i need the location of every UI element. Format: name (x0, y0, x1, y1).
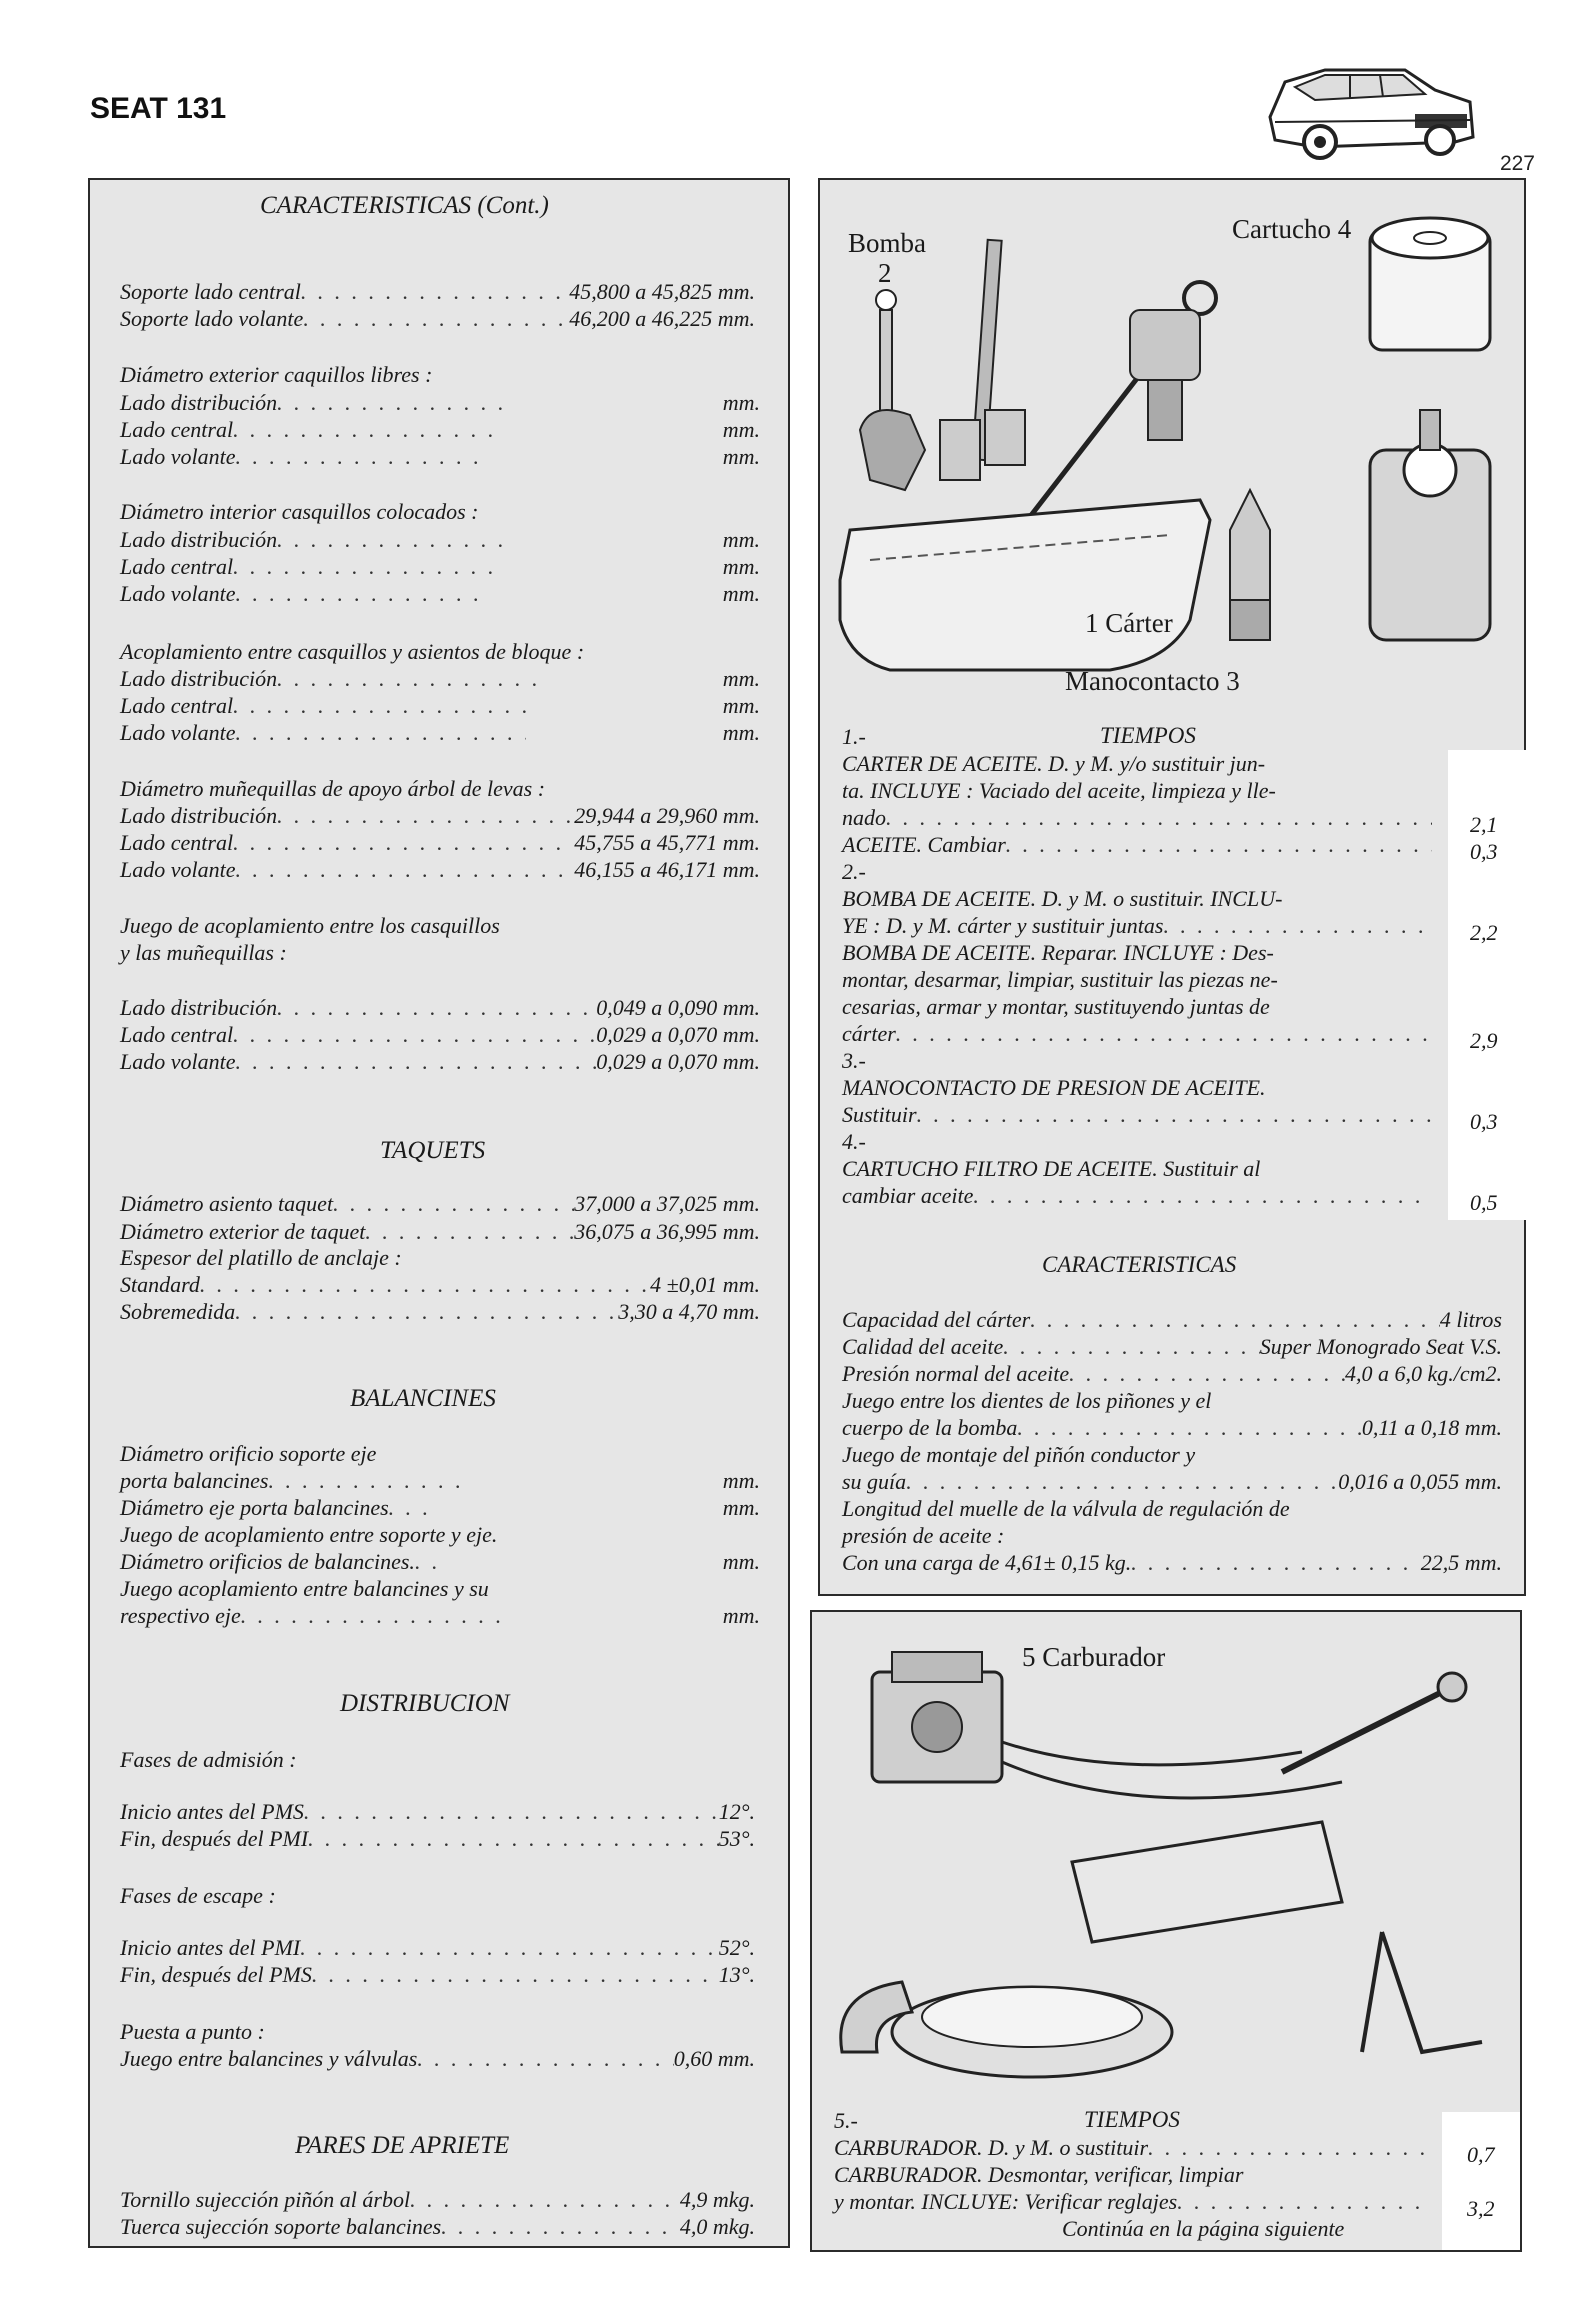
spec-row: Lado distribución . . . 29,944 a 29,960 mm. (120, 804, 760, 828)
spec-text: Juego de montaje del piñón conductor y (842, 1442, 1196, 1467)
tiempos-title: TIEMPOS (1100, 723, 1196, 748)
item-number: 3.- (842, 1048, 866, 1073)
continuation-note: Continúa en la página siguiente (1062, 2216, 1345, 2241)
item-number: 1.- (842, 724, 866, 749)
brand-title: SEAT 131 (90, 92, 227, 125)
item-row: YE : D. y M. cárter y sustituir juntas . . . (842, 914, 1432, 938)
item-time: 2,1 (1470, 812, 1498, 837)
right-carburetor-panel (810, 1610, 1522, 2252)
spec-row: Diámetro eje porta balancines . . . mm. (120, 1496, 760, 1520)
group-title: y las muñequillas : (120, 940, 287, 965)
figure-label-cartucho: Cartucho 4 (1232, 214, 1352, 244)
spec-row: porta balancines . . . mm. (120, 1469, 760, 1493)
spec-row: Lado volante . . . mm. (120, 582, 760, 606)
spec-row: Soporte lado central . . . 45,800 a 45,825 mm. (120, 280, 755, 304)
group-title: Diámetro muñequillas de apoyo árbol de levas : (120, 776, 546, 801)
spec-row: Lado distribución . . . mm. (120, 391, 760, 415)
spec-row: Tornillo sujección piñón al árbol . . . 4,9 mkg. (120, 2188, 755, 2212)
item-number: 4.- (842, 1129, 866, 1154)
page-number: 227 (1499, 152, 1535, 175)
section-title: DISTRIBUCION (340, 1690, 510, 1717)
group-title: Acoplamiento entre casquillos y asientos de bloque : (120, 639, 585, 664)
spec-row: Lado central . . . 45,755 a 45,771 mm. (120, 831, 760, 855)
item-text: cesarias, armar y montar, sustituyendo juntas de (842, 994, 1270, 1019)
spec-row: Juego entre balancines y válvulas . . . 0,60 mm. (120, 2047, 755, 2071)
item-row: cambiar aceite . . . (842, 1184, 1432, 1208)
item-time: 2,9 (1470, 1028, 1498, 1053)
spec-row: Capacidad del cárter . . . 4 litros (842, 1308, 1502, 1332)
figure-label-manocontacto: Manocontacto 3 (1065, 666, 1240, 696)
group-title: Diámetro exterior caquillos libres : (120, 362, 433, 387)
item-row: ACEITE. Cambiar . . . (842, 833, 1432, 857)
group-title: Diámetro interior casquillos colocados : (120, 499, 479, 524)
spec-row: Lado distribución . . . mm. (120, 667, 760, 691)
spec-row: cuerpo de la bomba . . . 0,11 a 0,18 mm. (842, 1416, 1502, 1440)
item-row: Sustituir . . . (842, 1103, 1432, 1127)
item-time: 2,2 (1470, 920, 1498, 945)
item-text: BOMBA DE ACEITE. D. y M. o sustituir. INCLU- (842, 886, 1283, 911)
caracteristicas-title: CARACTERISTICAS (1042, 1252, 1237, 1277)
spec-row: Lado volante . . . mm. (120, 445, 760, 469)
carburetor-illustration (822, 1632, 1512, 2112)
item-time: 0,5 (1470, 1190, 1498, 1215)
spec-row: Fin, después del PMI . . . 53°. (120, 1827, 755, 1851)
item-text: CARBURADOR. Desmontar, verificar, limpiar (834, 2162, 1244, 2187)
spec-row: Lado central . . . mm. (120, 418, 760, 442)
item-text: montar, desarmar, limpiar, sustituir las piezas ne- (842, 967, 1278, 992)
item-time: 3,2 (1467, 2196, 1495, 2221)
spec-row: Lado volante . . . 46,155 a 46,171 mm. (120, 858, 760, 882)
section-title: PARES DE APRIETE (295, 2132, 510, 2159)
item-time: 0,3 (1470, 839, 1498, 864)
tiempos-title: TIEMPOS (1084, 2107, 1180, 2132)
spec-row: Lado distribución . . . 0,049 a 0,090 mm. (120, 996, 760, 1020)
item-row: nado . . . (842, 806, 1432, 830)
spec-row: Fin, después del PMS . . . 13°. (120, 1963, 755, 1987)
figure-label-carter: 1 Cárter (1085, 608, 1173, 638)
oil-system-illustration (830, 200, 1510, 720)
spec-row: Diámetro orificios de balancines. . . . mm. (120, 1550, 760, 1574)
spec-text: Fases de admisión : (120, 1747, 297, 1772)
section-title: BALANCINES (350, 1385, 496, 1412)
left-specs-panel (88, 178, 790, 2248)
spec-row: Sobremedida . . . 3,30 a 4,70 mm. (120, 1300, 760, 1324)
spec-row: Tuerca sujección soporte balancines . . . 4,0 mkg. (120, 2215, 755, 2239)
spec-text: presión de aceite : (842, 1523, 1005, 1548)
section-title: CARACTERISTICAS (Cont.) (260, 192, 549, 219)
spec-row: Con una carga de 4,61± 0,15 kg. . . . 22,5 mm. (842, 1551, 1502, 1575)
spec-row: respectivo eje . . . mm. (120, 1604, 760, 1628)
spec-row: su guía . . . 0,016 a 0,055 mm. (842, 1470, 1502, 1494)
spec-text: Juego entre los dientes de los piñones y el (842, 1388, 1212, 1413)
spec-row: Lado central . . . mm. (120, 694, 760, 718)
spec-text: Juego acoplamiento entre balancines y su (120, 1576, 489, 1601)
figure-label-bomba-number: 2 (878, 258, 892, 288)
item-number: 2.- (842, 859, 866, 884)
item-time: 0,3 (1470, 1109, 1498, 1134)
spec-row: Lado volante . . . mm. (120, 721, 760, 745)
item-number: 5.- (834, 2108, 858, 2133)
spec-row: Inicio antes del PMI . . . 52°. (120, 1936, 755, 1960)
spec-text: Juego de acoplamiento entre soporte y eje. (120, 1522, 498, 1547)
spec-row: Soporte lado volante . . . 46,200 a 46,225 mm. (120, 307, 755, 331)
item-row: y montar. INCLUYE: Verificar reglajes . . . (834, 2190, 1424, 2214)
spec-row: Lado distribución . . . mm. (120, 528, 760, 552)
item-text: BOMBA DE ACEITE. Reparar. INCLUYE : Des- (842, 940, 1274, 965)
item-time: 0,7 (1467, 2142, 1495, 2167)
spec-text: Diámetro orificio soporte eje (120, 1441, 377, 1466)
item-text: CARTER DE ACEITE. D. y M. y/o sustituir jun- (842, 751, 1266, 776)
figure-label-carburador: 5 Carburador (1022, 1642, 1166, 1672)
spec-row: Presión normal del aceite . . . 4,0 a 6,0 kg./cm2. (842, 1362, 1502, 1386)
item-text: ta. INCLUYE : Vaciado del aceite, limpieza y lle- (842, 778, 1276, 803)
right-oil-panel (818, 178, 1526, 1596)
time-column (1442, 2112, 1520, 2250)
item-text: MANOCONTACTO DE PRESION DE ACEITE. (842, 1075, 1266, 1100)
item-text: CARTUCHO FILTRO DE ACEITE. Sustituir al (842, 1156, 1261, 1181)
spec-row: Calidad del aceite . . . Super Monogrado Seat V.S. (842, 1335, 1502, 1359)
section-title: TAQUETS (380, 1137, 486, 1164)
spec-text: Puesta a punto : (120, 2019, 265, 2044)
group-title: Espesor del platillo de anclaje : (120, 1245, 402, 1270)
item-row: cárter . . . (842, 1022, 1432, 1046)
figure-label-bomba: Bomba (848, 228, 926, 258)
spec-row: Standard . . . 4 ±0,01 mm. (120, 1273, 760, 1297)
item-row: CARBURADOR. D. y M. o sustituir . . . (834, 2136, 1424, 2160)
spec-row: Inicio antes del PMS . . . 12°. (120, 1800, 755, 1824)
spec-text: Fases de escape : (120, 1883, 276, 1908)
spec-row: Lado central . . . mm. (120, 555, 760, 579)
spec-row: Diámetro asiento taquet . . . 37,000 a 37,025 mm. (120, 1192, 760, 1216)
spec-row: Lado volante . . . 0,029 a 0,070 mm. (120, 1050, 760, 1074)
car-icon (1255, 42, 1480, 172)
group-title: Juego de acoplamiento entre los casquillos (120, 913, 500, 938)
spec-row: Lado central . . . 0,029 a 0,070 mm. (120, 1023, 760, 1047)
spec-row: Diámetro exterior de taquet . . . 36,075 a 36,995 mm. (120, 1220, 760, 1244)
spec-text: Longitud del muelle de la válvula de regulación de (842, 1496, 1290, 1521)
